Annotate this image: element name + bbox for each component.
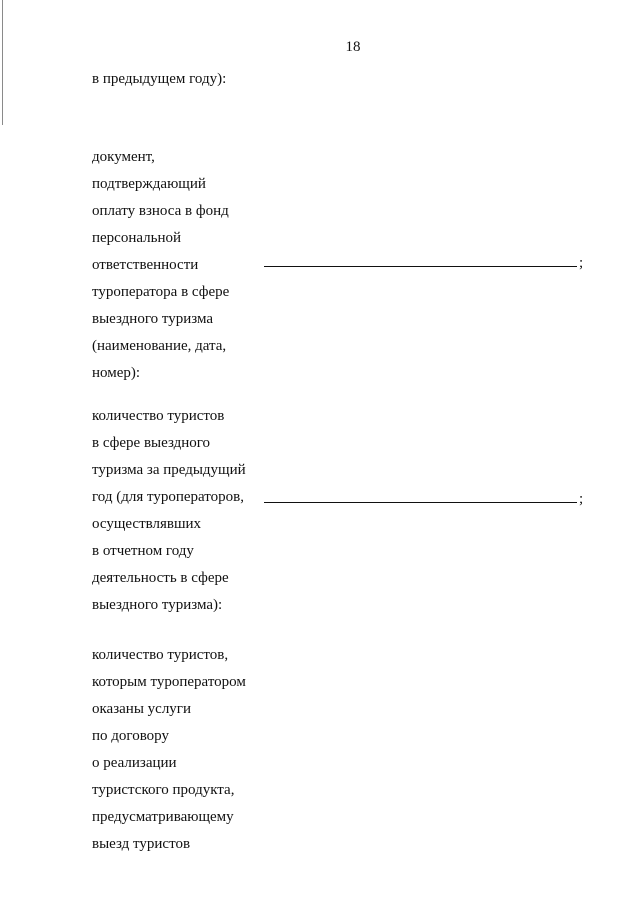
label-line: осуществлявших	[92, 516, 202, 532]
label-line: год (для туроператоров,	[92, 489, 244, 505]
scan-edge-line	[2, 0, 3, 125]
label-line: (наименование, дата,	[92, 338, 227, 354]
label-line: о реализации	[92, 755, 177, 771]
label-line: оказаны услуги	[92, 701, 191, 717]
label-line: в отчетном году	[92, 543, 194, 559]
fill-in-line-tourist-count[interactable]	[264, 502, 577, 503]
label-line: по договору	[92, 728, 169, 744]
label-line: туроператора в сфере	[92, 284, 230, 300]
field-label-tourist-count-previous-year	[92, 403, 246, 619]
label-line: туристского продукта,	[92, 782, 235, 798]
semicolon-terminator: ;	[579, 255, 584, 271]
label-line: выездного туризма):	[92, 597, 223, 613]
label-line: выездного туризма	[92, 311, 213, 327]
label-line: в предыдущем году):	[92, 71, 227, 87]
label-line: туризма за предыдущий	[92, 462, 246, 478]
label-line: номер):	[92, 365, 141, 381]
label-line: персональной	[92, 230, 182, 246]
label-line: количество туристов	[92, 408, 225, 424]
semicolon-terminator: ;	[579, 491, 584, 507]
label-line: которым туроператором	[92, 674, 246, 690]
label-line: выезд туристов	[92, 836, 191, 852]
label-line: документ,	[92, 149, 155, 165]
field-label-tourists-served-by-operator	[92, 642, 246, 858]
label-line: подтверждающий	[92, 176, 206, 192]
label-line: предусматривающему	[92, 809, 234, 825]
label-line: в сфере выездного	[92, 435, 211, 451]
label-line: ответственности	[92, 257, 199, 273]
field-label-fund-payment-document	[92, 144, 229, 387]
label-line: оплату взноса в фонд	[92, 203, 229, 219]
page-number: 18	[345, 39, 361, 55]
field-label-previous-year	[92, 66, 226, 93]
fill-in-line-fund-document[interactable]	[264, 266, 577, 267]
label-line: количество туристов,	[92, 647, 229, 663]
label-line: деятельность в сфере	[92, 570, 229, 586]
